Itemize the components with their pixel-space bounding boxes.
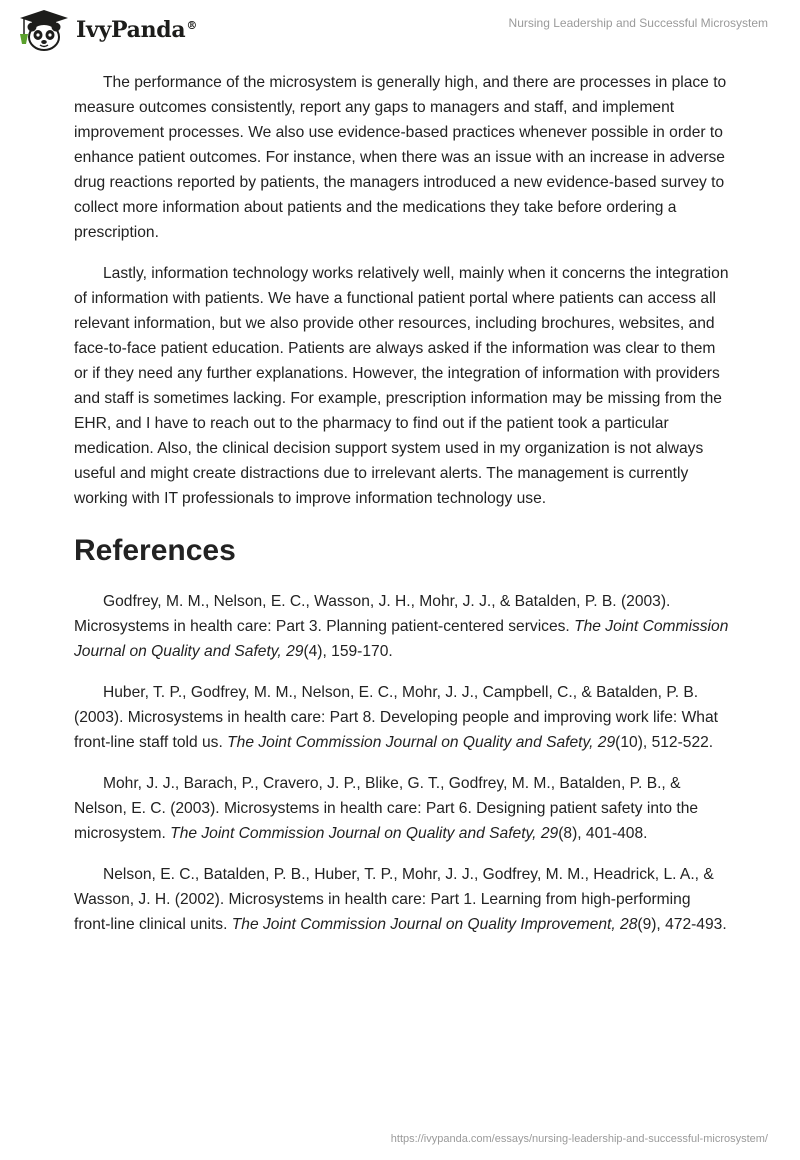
reference-entry: Godfrey, M. M., Nelson, E. C., Wasson, J. H., Mohr, J. J., & Batalden, P. B. (2003). Microsystems in health care: Part 3. Planning patient-centered services. The Joint Commission Journal on Quality and Safety, 29(4), 159-170. (74, 593, 729, 660)
page-header (0, 0, 800, 60)
reference-entry: Mohr, J. J., Barach, P., Cravero, J. P., Blike, G. T., Godfrey, M. M., Batalden, P. B., & Nelson, E. C. (2003). Microsystems in health care: Part 6. Designing patient safety into the microsystem. The Joint Commission Journal on Quality and Safety, 29(8), 401-408. (74, 775, 699, 842)
body-paragraph: The performance of the microsystem is generally high, and there are processes in place to measure outcomes consistently, report any gaps to managers and staff, and implement improvement processes. We also use evidence-based practices whenever possible in order to enhance patient outcomes. For instance, when there was an issue with an increase in adverse drug reactions reported by patients, the managers introduced a new evidence-based survey to collect more information about patients and the medications they take before ordering a prescription. (74, 74, 727, 241)
body-paragraph: Lastly, information technology works relatively well, mainly when it concerns the integration of information with patients. We have a functional patient portal where patients can access all relevant information, but we also provide other resources, including brochures, websites, and face-to-face patient education. Patients are always asked if the information was clear to them or if they need any further explanations. However, the integration of information with providers and staff is sometimes lacking. For example, prescription information may be missing from the EHR, and I have to reach out to the pharmacy to find out if the patient took a particular medication. Also, the clinical decision support system used in my organization is not always useful and might create distractions due to irrelevant alerts. The management is currently working with IT professionals to improve information technology use. (74, 265, 729, 507)
document-title: Nursing Leadership and Successful Microsystem (508, 16, 768, 30)
ivypanda-logo[interactable] (14, 8, 197, 52)
brand-name: IvyPanda® (76, 17, 198, 43)
reference-entry: Nelson, E. C., Batalden, P. B., Huber, T. P., Mohr, J. J., Godfrey, M. M., Headrick, L. A., & Wasson, J. H. (2002). Microsystems in health care: Part 1. Learning from high-performing front-line clinical units. The Joint Commission Journal on Quality Improvement, 28(9), 472-493. (74, 866, 727, 933)
source-url[interactable]: https://ivypanda.com/essays/nursing-leadership-and-successful-microsystem/ (390, 1133, 768, 1145)
panda-graduate-icon (14, 8, 70, 52)
reference-entry: Huber, T. P., Godfrey, M. M., Nelson, E. C., Mohr, J. J., Campbell, C., & Batalden, P. B. (2003). Microsystems in health care: Part 8. Developing people and improving work life: What front-line staff told us. The Joint Commission Journal on Quality and Safety, 29(10), 512-522. (74, 684, 718, 751)
references-heading: References (74, 534, 236, 567)
document-body (74, 70, 730, 953)
